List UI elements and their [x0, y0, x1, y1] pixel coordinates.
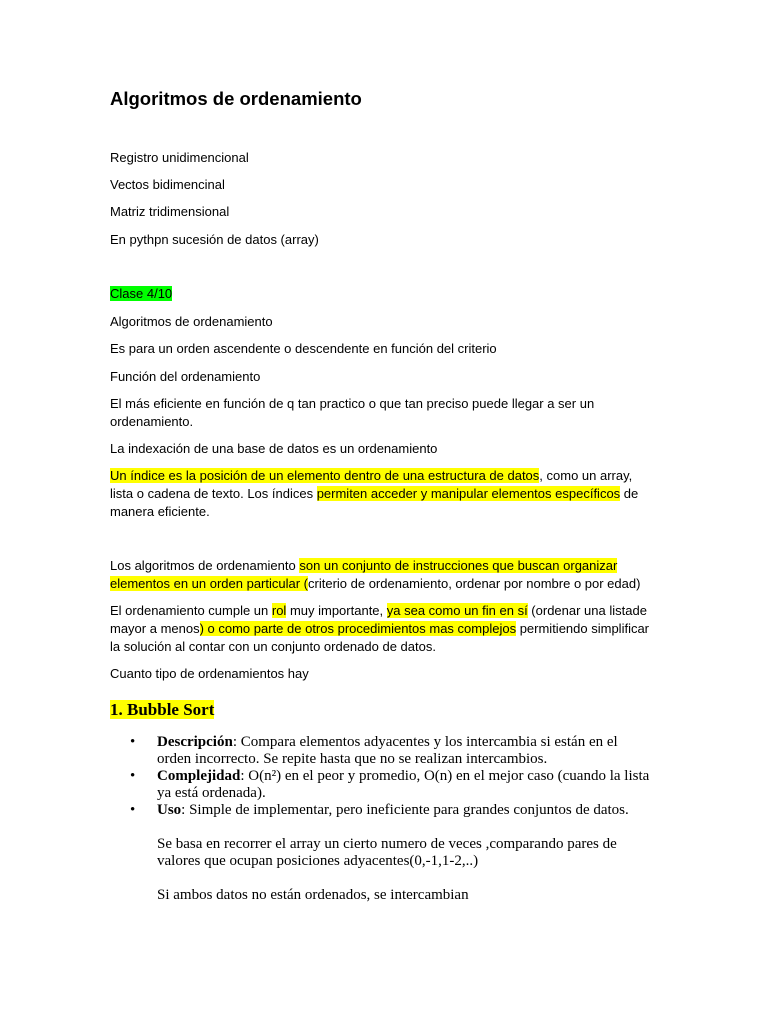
highlight-rol: rol	[271, 603, 287, 618]
line-eficiente: El más eficiente en función de q tan practico o que tan preciso puede llegar a ser un ordenamiento.	[110, 396, 595, 429]
text-algoritmos-2: criterio de ordenamiento, ordenar por nombre o por edad)	[308, 576, 641, 591]
line-matriz: Matriz tridimensional	[110, 204, 230, 219]
bullet-descripcion	[110, 734, 650, 768]
bullet-label: Uso	[157, 802, 182, 818]
class-date-line	[110, 285, 172, 303]
note-recorrer: Se basa en recorrer el array un cierto numero de veces ,comparando pares de valores que ocupan posiciones adyacentes(0,-1,1-2,..)	[157, 836, 617, 869]
bullet-uso	[110, 802, 650, 819]
text-indice-2: de manera eficiente.	[110, 486, 639, 519]
bullet-label: Descripción	[157, 734, 233, 750]
bullet-dot-icon: •	[130, 734, 136, 750]
text-rol-2: muy importante,	[286, 603, 387, 618]
text-rol-4: permitiendo simplificar la solución al contar con un conjunto ordenado de datos.	[110, 621, 650, 654]
highlight-fin: ya sea como un fin en sí	[386, 603, 528, 618]
line-vectos: Vectos bidimencinal	[110, 177, 225, 192]
bullet-dot-icon: •	[130, 768, 136, 784]
paragraph-rol	[110, 602, 658, 656]
line-cuanto: Cuanto tipo de ordenamientos hay	[110, 666, 309, 681]
bullet-complejidad	[110, 768, 650, 802]
line-funcion: Función del ordenamiento	[110, 369, 261, 384]
bullet-text: : Simple de implementar, pero ineficiente para grandes conjuntos de datos.	[181, 802, 629, 818]
line-indexacion: La indexación de una base de datos es un ordenamiento	[110, 441, 438, 456]
class-date-highlight: Clase 4/10	[110, 286, 173, 301]
bullet-text: : O(n²) en el peor y promedio, O(n) en el mejor caso (cuando la lista ya está ordenada).	[157, 768, 650, 801]
line-orden: Es para un orden ascendente o descendente en función del criterio	[110, 341, 497, 356]
document-title: Algoritmos de ordenamiento	[110, 88, 362, 109]
highlight-permiten: permiten acceder y manipular elementos específicos	[316, 486, 621, 501]
note-intercambian: Si ambos datos no están ordenados, se intercambian	[157, 887, 469, 903]
bullet-label: Complejidad	[157, 768, 241, 784]
section-heading-highlight: 1. Bubble Sort	[110, 700, 215, 719]
highlight-procedimientos: ) o como parte de otros procedimientos mas complejos	[199, 621, 517, 636]
section-heading	[110, 699, 214, 721]
text-rol-3: (ordenar una listade mayor a menos	[110, 603, 647, 636]
line-algoritmos: Algoritmos de ordenamiento	[110, 314, 273, 329]
highlight-indice: Un índice es la posición de un elemento dentro de una estructura de datos	[110, 468, 540, 483]
paragraph-indice	[110, 467, 658, 521]
highlight-conjunto: son un conjunto de instrucciones que buscan organizar elementos en un orden particular (	[110, 558, 618, 591]
line-registro: Registro unidimencional	[110, 150, 249, 165]
text-rol-1: El ordenamiento cumple un	[110, 603, 272, 618]
text-algoritmos-1: Los algoritmos de ordenamiento	[110, 558, 300, 573]
line-python: En pythpn sucesión de datos (array)	[110, 232, 319, 247]
bubble-sort-bullets	[110, 734, 650, 819]
bullet-text: : Compara elementos adyacentes y los intercambia si están en el orden incorrecto. Se repite hasta que no se realizan intercambios.	[157, 734, 618, 767]
text-indice-1: , como un array, lista o cadena de texto. Los índices	[110, 468, 633, 501]
paragraph-algoritmos	[110, 557, 658, 593]
bullet-dot-icon: •	[130, 802, 136, 818]
